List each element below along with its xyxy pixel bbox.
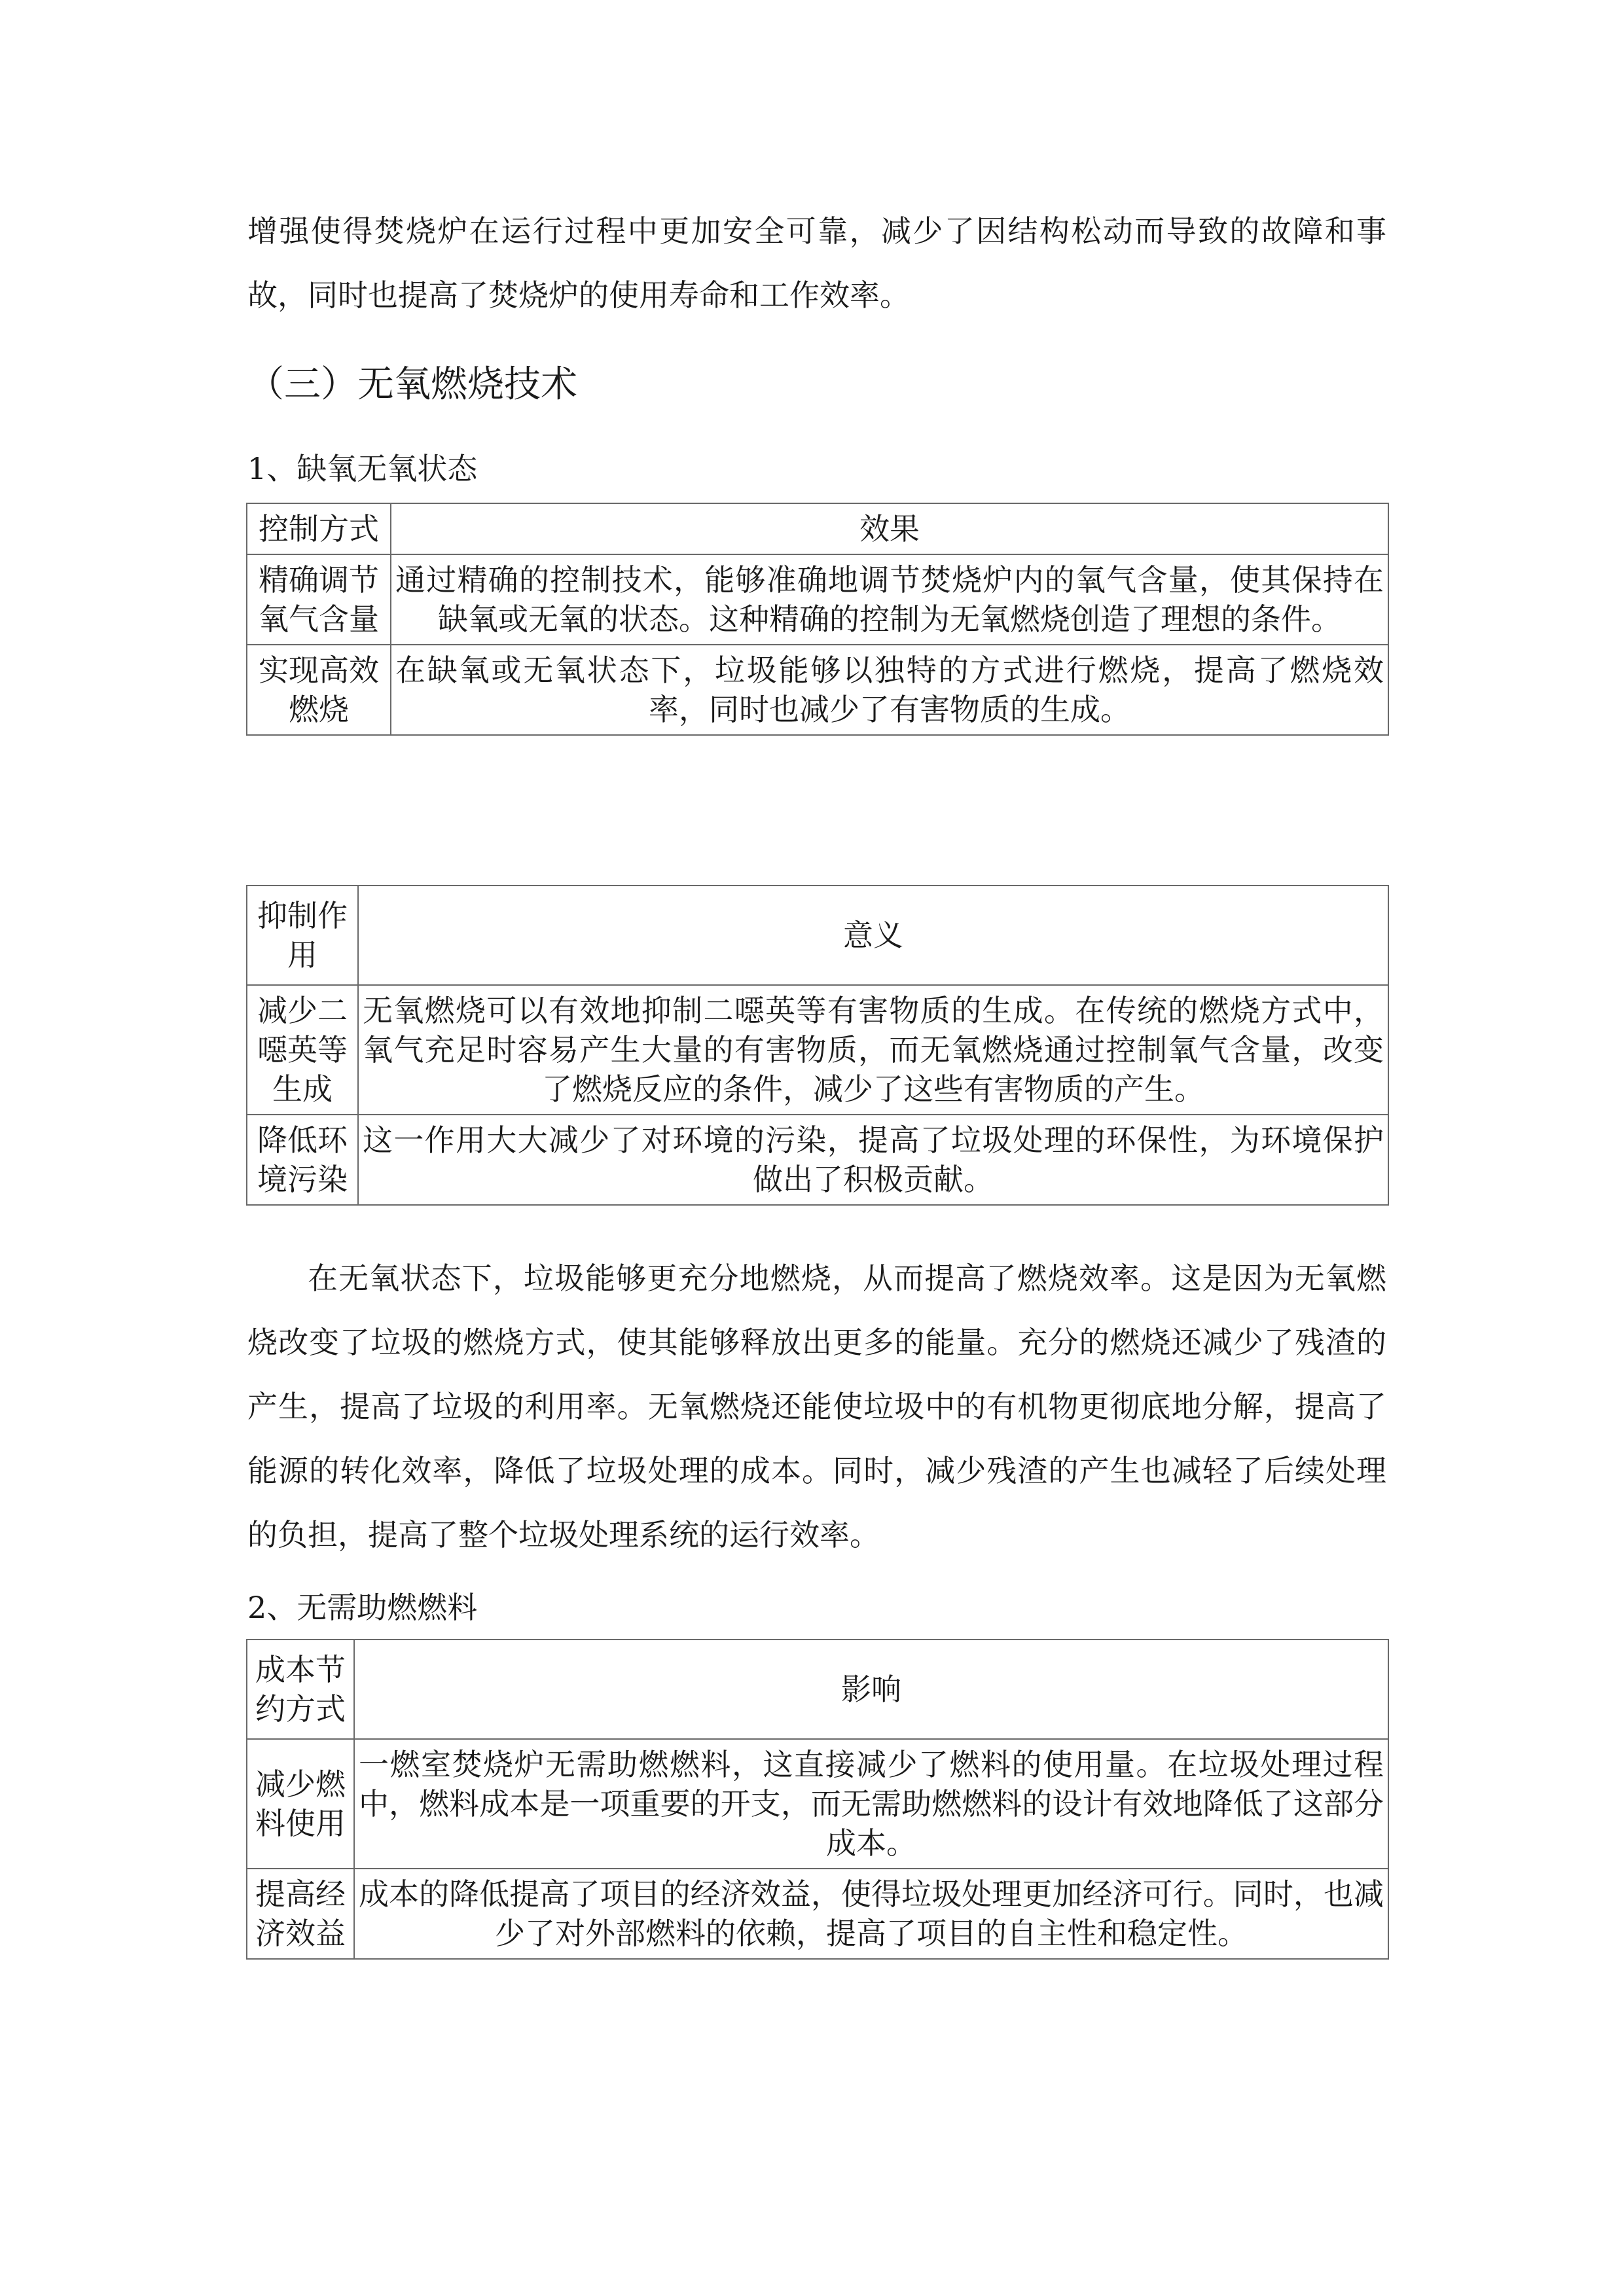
table-header-row	[247, 503, 1388, 554]
table-value-cell: 一燃室焚烧炉无需助燃燃料，这直接减少了燃料的使用量。在垃圾处理过程中，燃料成本是一项重要的开支，而无需助燃燃料的设计有效地降低了这部分成本。	[354, 1739, 1388, 1869]
table-row	[247, 1115, 1388, 1205]
table-value-cell: 无氧燃烧可以有效地抑制二噁英等有害物质的生成。在传统的燃烧方式中，氧气充足时容易产生大量的有害物质，而无氧燃烧通过控制氧气含量，改变了燃烧反应的条件，减少了这些有害物质的产生。	[358, 985, 1388, 1115]
table-header-row	[247, 1640, 1388, 1739]
table-row	[247, 985, 1388, 1115]
table-key-cell: 实现高效燃烧	[247, 645, 391, 735]
table-key-cell: 提高经济效益	[247, 1869, 354, 1959]
table-key-cell: 减少二噁英等生成	[247, 985, 358, 1115]
table-row	[247, 1739, 1388, 1869]
cost-saving-table	[246, 1639, 1389, 1960]
body-paragraph: 在无氧状态下，垃圾能够更充分地燃烧，从而提高了燃烧效率。这是因为无氧燃烧改变了垃圾的燃烧方式，使其能够释放出更多的能量。充分的燃烧还减少了残渣的产生，提高了垃圾的利用率。无氧燃烧还能使垃圾中的有机物更彻底地分解，提高了能源的转化效率，降低了垃圾处理的成本。同时，减少残渣的产生也减轻了后续处理的负担，提高了整个垃圾处理系统的运行效率。	[247, 1261, 1386, 1552]
table-value-cell: 这一作用大大减少了对环境的污染，提高了垃圾处理的环保性，为环境保护做出了积极贡献。	[358, 1115, 1388, 1205]
table-row	[247, 554, 1388, 645]
table-header-cell: 控制方式	[247, 503, 391, 554]
table-key-cell: 精确调节氧气含量	[247, 554, 391, 645]
subsection-title-2: 2、无需助燃燃料	[247, 1590, 478, 1625]
table-header-cell: 成本节约方式	[247, 1640, 354, 1739]
section-title: （三）无氧燃烧技术	[247, 363, 577, 406]
table-row	[247, 1869, 1388, 1959]
table-header-cell: 影响	[354, 1640, 1388, 1739]
subsection-title-1: 1、缺氧无氧状态	[247, 451, 478, 486]
control-effect-table	[246, 503, 1389, 736]
table-value-cell: 通过精确的控制技术，能够准确地调节焚烧炉内的氧气含量，使其保持在缺氧或无氧的状态。这种精确的控制为无氧燃烧创造了理想的条件。	[391, 554, 1388, 645]
suppression-meaning-table	[246, 885, 1389, 1206]
table-key-cell: 降低环境污染	[247, 1115, 358, 1205]
table-header-cell: 抑制作用	[247, 886, 358, 985]
table-row	[247, 645, 1388, 735]
table-key-cell: 减少燃料使用	[247, 1739, 354, 1869]
table-header-cell: 效果	[391, 503, 1388, 554]
intro-paragraph: 增强使得焚烧炉在运行过程中更加安全可靠，减少了因结构松动而导致的故障和事故，同时也提高了焚烧炉的使用寿命和工作效率。	[247, 213, 1386, 313]
table-header-cell: 意义	[358, 886, 1388, 985]
table-value-cell: 成本的降低提高了项目的经济效益，使得垃圾处理更加经济可行。同时，也减少了对外部燃料的依赖，提高了项目的自主性和稳定性。	[354, 1869, 1388, 1959]
table-header-row	[247, 886, 1388, 985]
table-value-cell: 在缺氧或无氧状态下，垃圾能够以独特的方式进行燃烧，提高了燃烧效率，同时也减少了有害物质的生成。	[391, 645, 1388, 735]
